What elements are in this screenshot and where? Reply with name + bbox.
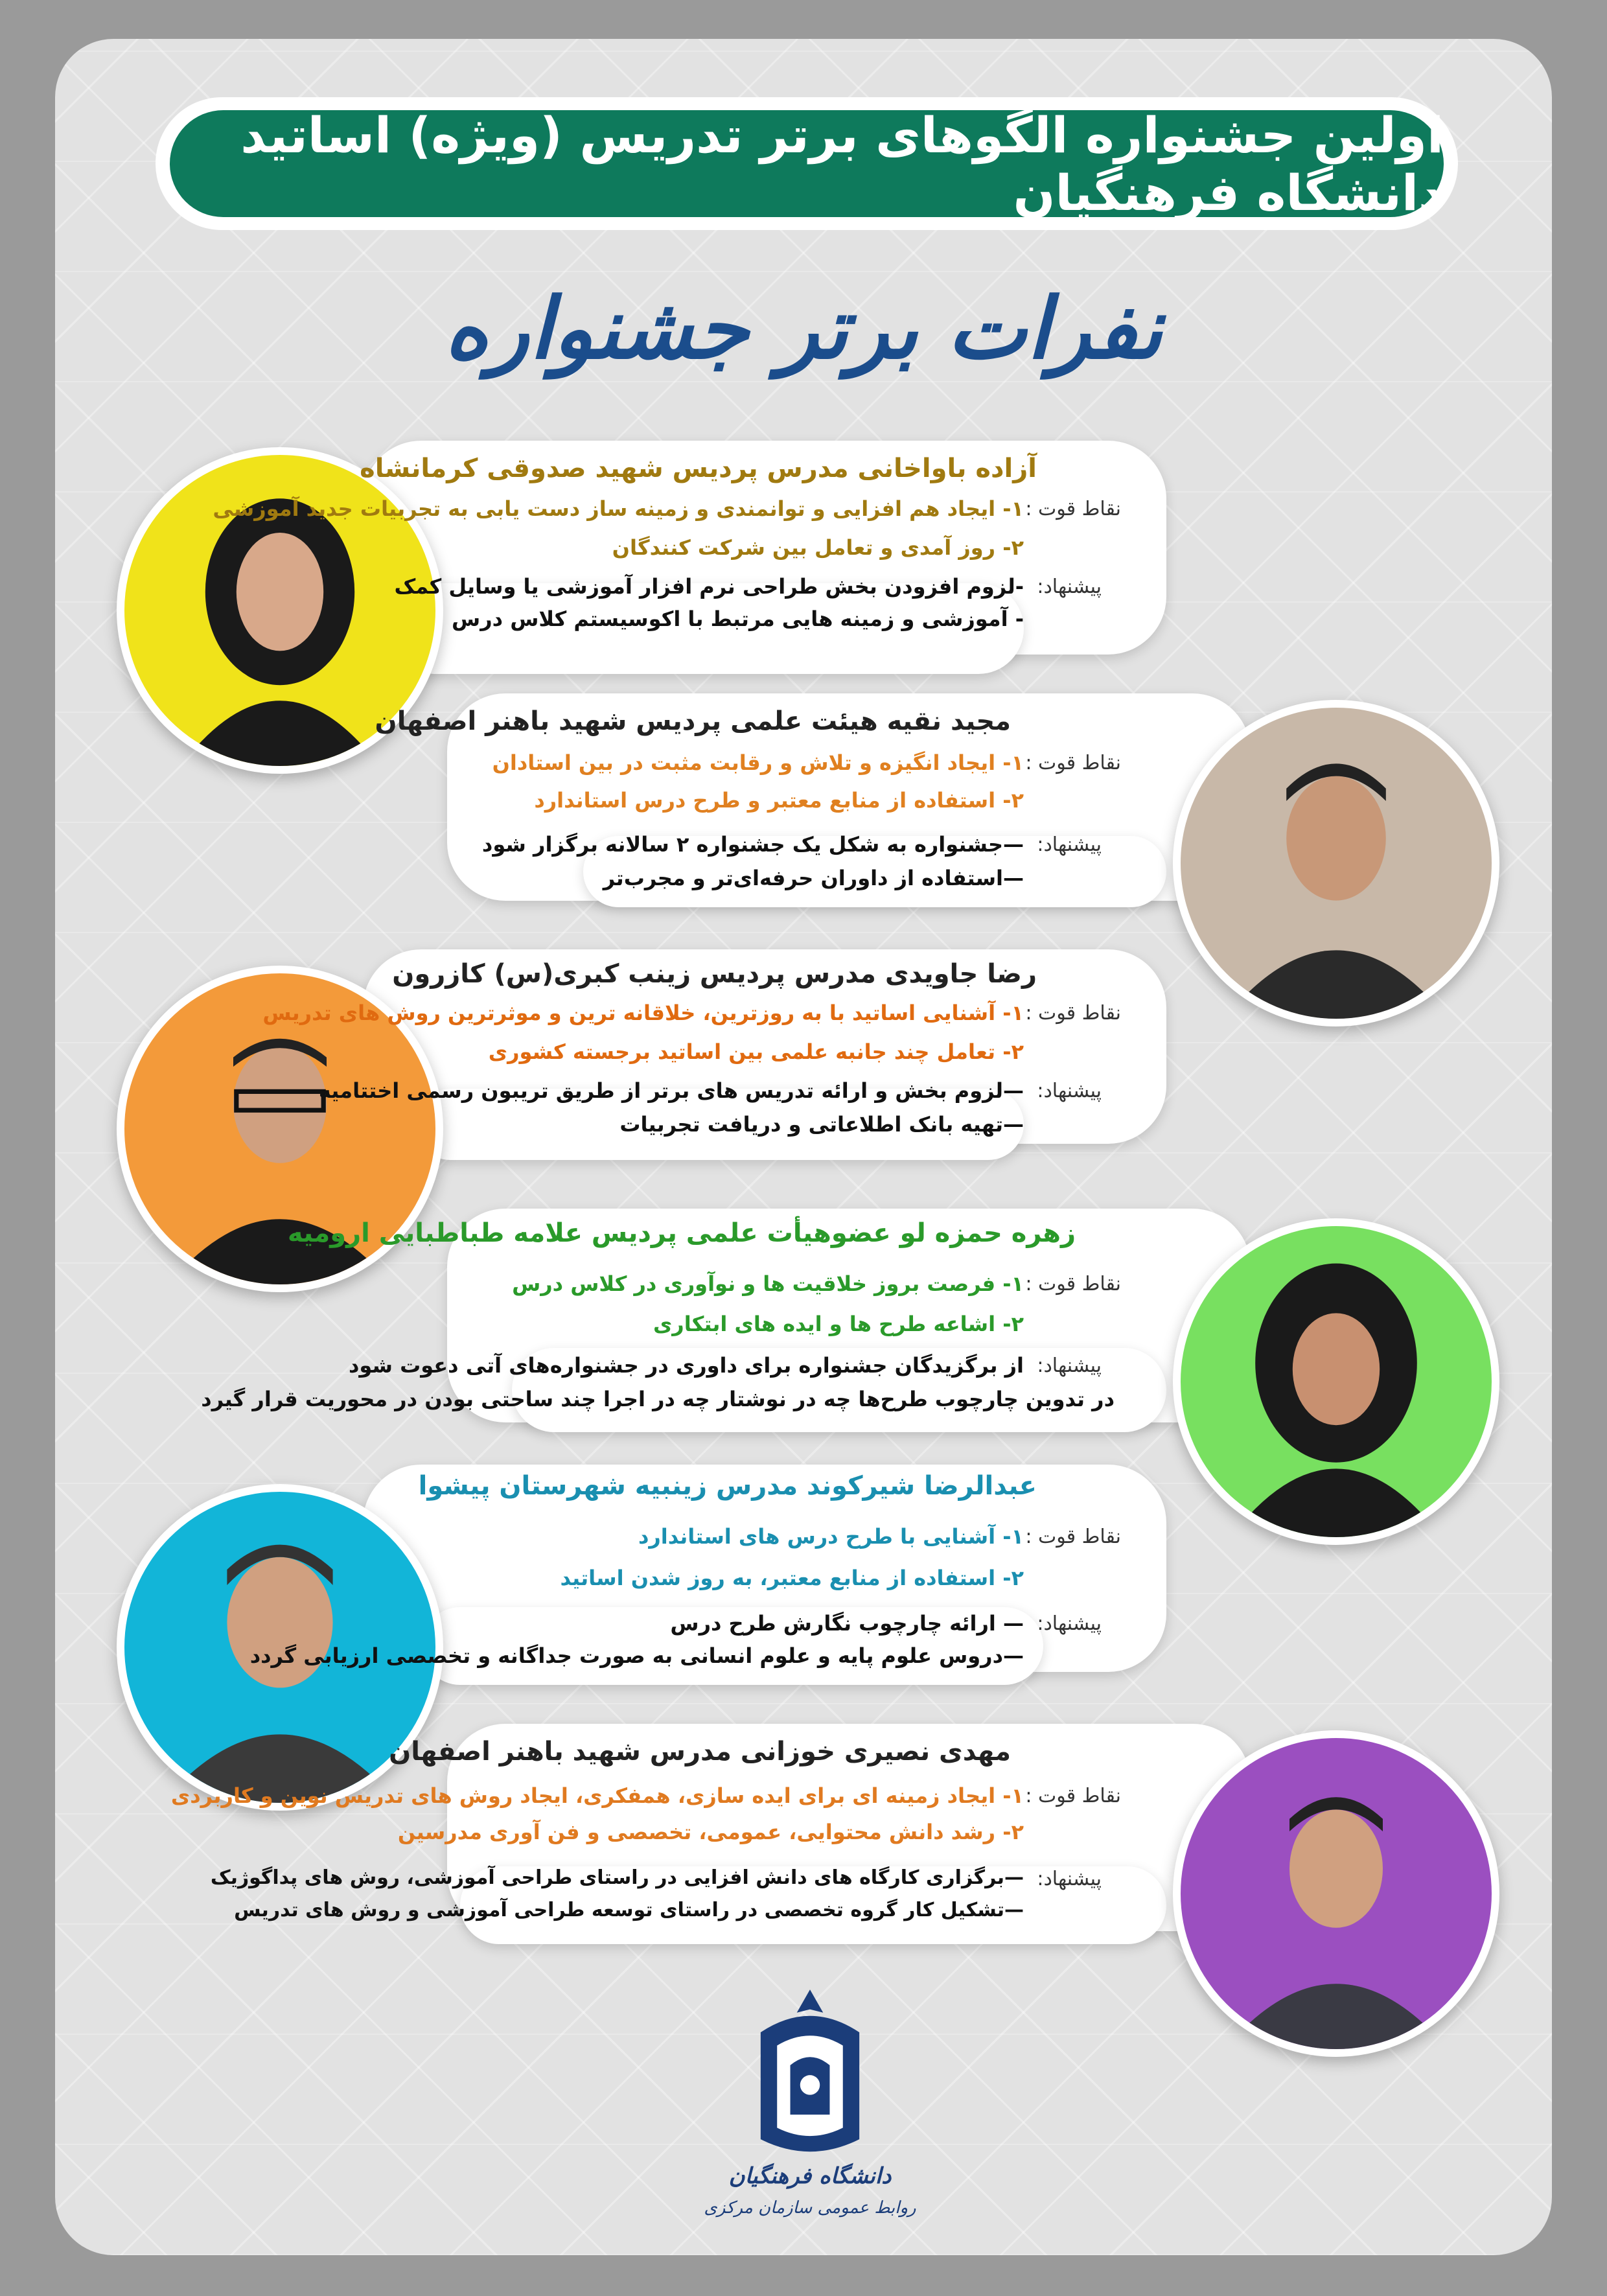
strength-4-1: ۱- فرصت بروز خلاقیت ها و نوآوری در کلاس درس: [512, 1271, 1024, 1296]
person-name-6: مهدی نصیری خوزانی مدرس شهید باهنر اصفهان: [389, 1737, 1011, 1767]
person-avatar-icon: [1181, 1226, 1492, 1537]
logo-subtext: روابط عمومی سازمان مرکزی: [704, 2198, 916, 2218]
strength-5-1: ۱- آشنایی با طرح درس های استاندارد: [638, 1524, 1024, 1549]
person-name-1: آزاده باواخانی مدرس پردیس شهید صدوقی کرمانشاه: [360, 454, 1037, 483]
strength-3-2: ۲- تعامل چند جانبه علمی بین اساتید برجسته کشوری: [488, 1039, 1024, 1064]
suggestion-6-2: —تشکیل کار گروه تخصصی در راستای توسعه طراحی آموزشی و روش های تدریس: [234, 1899, 1024, 1921]
strengths-label-3: نقاط قوت :: [1025, 1002, 1121, 1025]
suggestion-5-1: — ارائه چارچوب نگارش طرح درس: [670, 1611, 1024, 1636]
strength-6-1: ۱- ایجاد زمینه ای برای ایده سازی، همفکری، ایجاد روش های تدریس نوین و کاربردی: [170, 1783, 1024, 1808]
person-name-2: مجید نقیه هیئت علمی پردیس شهید باهنر اصفهان: [375, 706, 1011, 736]
person-avatar-icon: [1181, 708, 1492, 1019]
suggestion-label-5: پیشنهاد:: [1037, 1612, 1102, 1635]
strength-2-2: ۲- استفاده از منابع معتبر و طرح درس استاندارد: [534, 788, 1024, 813]
suggestion-4-2: در تدوین چارچوب طرح‌ها چه در نوشتار چه در اجرا چند ساحتی بودن در محوریت قرار گیرد: [201, 1387, 1115, 1411]
strength-5-2: ۲- استفاده از منابع معتبر، به روز شدن اساتید: [560, 1566, 1024, 1590]
suggestion-label-2: پیشنهاد:: [1037, 833, 1102, 856]
suggestion-2-2: —استفاده از داوران حرفه‌ای‌تر و مجرب‌تر: [603, 866, 1024, 890]
person-name-4: زهره حمزه لو عضوهیأت علمی پردیس علامه طباطبایی ارومیه: [287, 1218, 1076, 1248]
person-photo-4: [1173, 1218, 1499, 1545]
person-avatar-icon: [1181, 1738, 1492, 2049]
suggestion-label-6: پیشنهاد:: [1037, 1868, 1102, 1890]
person-name-5: عبدالرضا شیرکوند مدرس زینبیه شهرستان پیشوا: [418, 1471, 1037, 1501]
person-name-3: رضا جاویدی مدرس پردیس زینب کبری(س) کازرون: [392, 959, 1037, 989]
strengths-label-4: نقاط قوت :: [1025, 1273, 1121, 1295]
page-subtitle: نفرات برتر جشنواره: [444, 279, 1163, 378]
suggestion-3-2: —تهیه بانک اطلاعاتی و دریافت تجربیات: [619, 1112, 1024, 1137]
strengths-label-2: نقاط قوت :: [1025, 752, 1121, 774]
logo-text: دانشگاه فرهنگیان: [728, 2163, 892, 2189]
suggestion-5-2: —دروس علوم پایه و علوم انسانی به صورت جداگانه و تخصصی ارزیابی گردد: [249, 1643, 1024, 1668]
suggestion-6-1: —برگزاری کارگاه های دانش افزایی در راستای طراحی آموزشی، روش های پداگوژیک: [210, 1866, 1024, 1889]
strengths-label-5: نقاط قوت :: [1025, 1525, 1121, 1548]
suggestion-2-1: —جشنواره به شکل یک جشنواره ۲ سالانه برگزار شود: [481, 832, 1024, 857]
strength-3-1: ۱- آشنایی اساتید با به روزترین، خلاقانه ترین و موثرترین روش های تدریس: [262, 1001, 1024, 1025]
suggestion-4-1: از برگزیدگان جشنواره برای داوری در جشنواره‌های آتی دعوت شود: [348, 1353, 1024, 1378]
person-photo-6: [1173, 1730, 1499, 2057]
title-banner: [156, 97, 1458, 230]
suggestion-1-2: - آموزشی و زمینه هایی مرتبط با اکوسیستم کلاس درس: [452, 607, 1024, 631]
person-photo-2: [1173, 700, 1499, 1026]
suggestion-label-4: پیشنهاد:: [1037, 1354, 1102, 1377]
strengths-label-6: نقاط قوت :: [1025, 1785, 1121, 1807]
suggestion-label-1: پیشنهاد:: [1037, 575, 1102, 598]
strengths-label-1: نقاط قوت :: [1025, 498, 1121, 520]
strength-1-2: ۲- روز آمدی و تعامل بین شرکت کنندگان: [612, 535, 1024, 560]
suggestion-label-3: پیشنهاد:: [1037, 1080, 1102, 1102]
strength-6-2: ۲- رشد دانش محتوایی، عمومی، تخصصی و فن آوری مدرسین: [397, 1820, 1024, 1844]
strength-1-1: ۱- ایجاد هم افزایی و توانمندی و زمینه ساز دست یابی به تجربیات جدید آموزشی: [213, 496, 1024, 521]
strength-2-1: ۱- ایجاد انگیزه و تلاش و رقابت مثبت در بین استادان: [492, 750, 1024, 775]
suggestion-1-1: -لزوم افزودن بخش طراحی نرم افزار آموزشی یا وسایل کمک: [394, 574, 1024, 599]
strength-4-2: ۲- اشاعه طرح ها و ایده های ابتکاری: [653, 1312, 1024, 1336]
page-title: اولین جشنواره الگوهای برتر تدریس (ویژه) اساتید دانشگاه فرهنگیان: [170, 110, 1444, 217]
suggestion-3-1: —لزوم بخش و ارائه تدریس های برتر از طریق تریبون رسمی اختتامیه: [318, 1078, 1024, 1103]
